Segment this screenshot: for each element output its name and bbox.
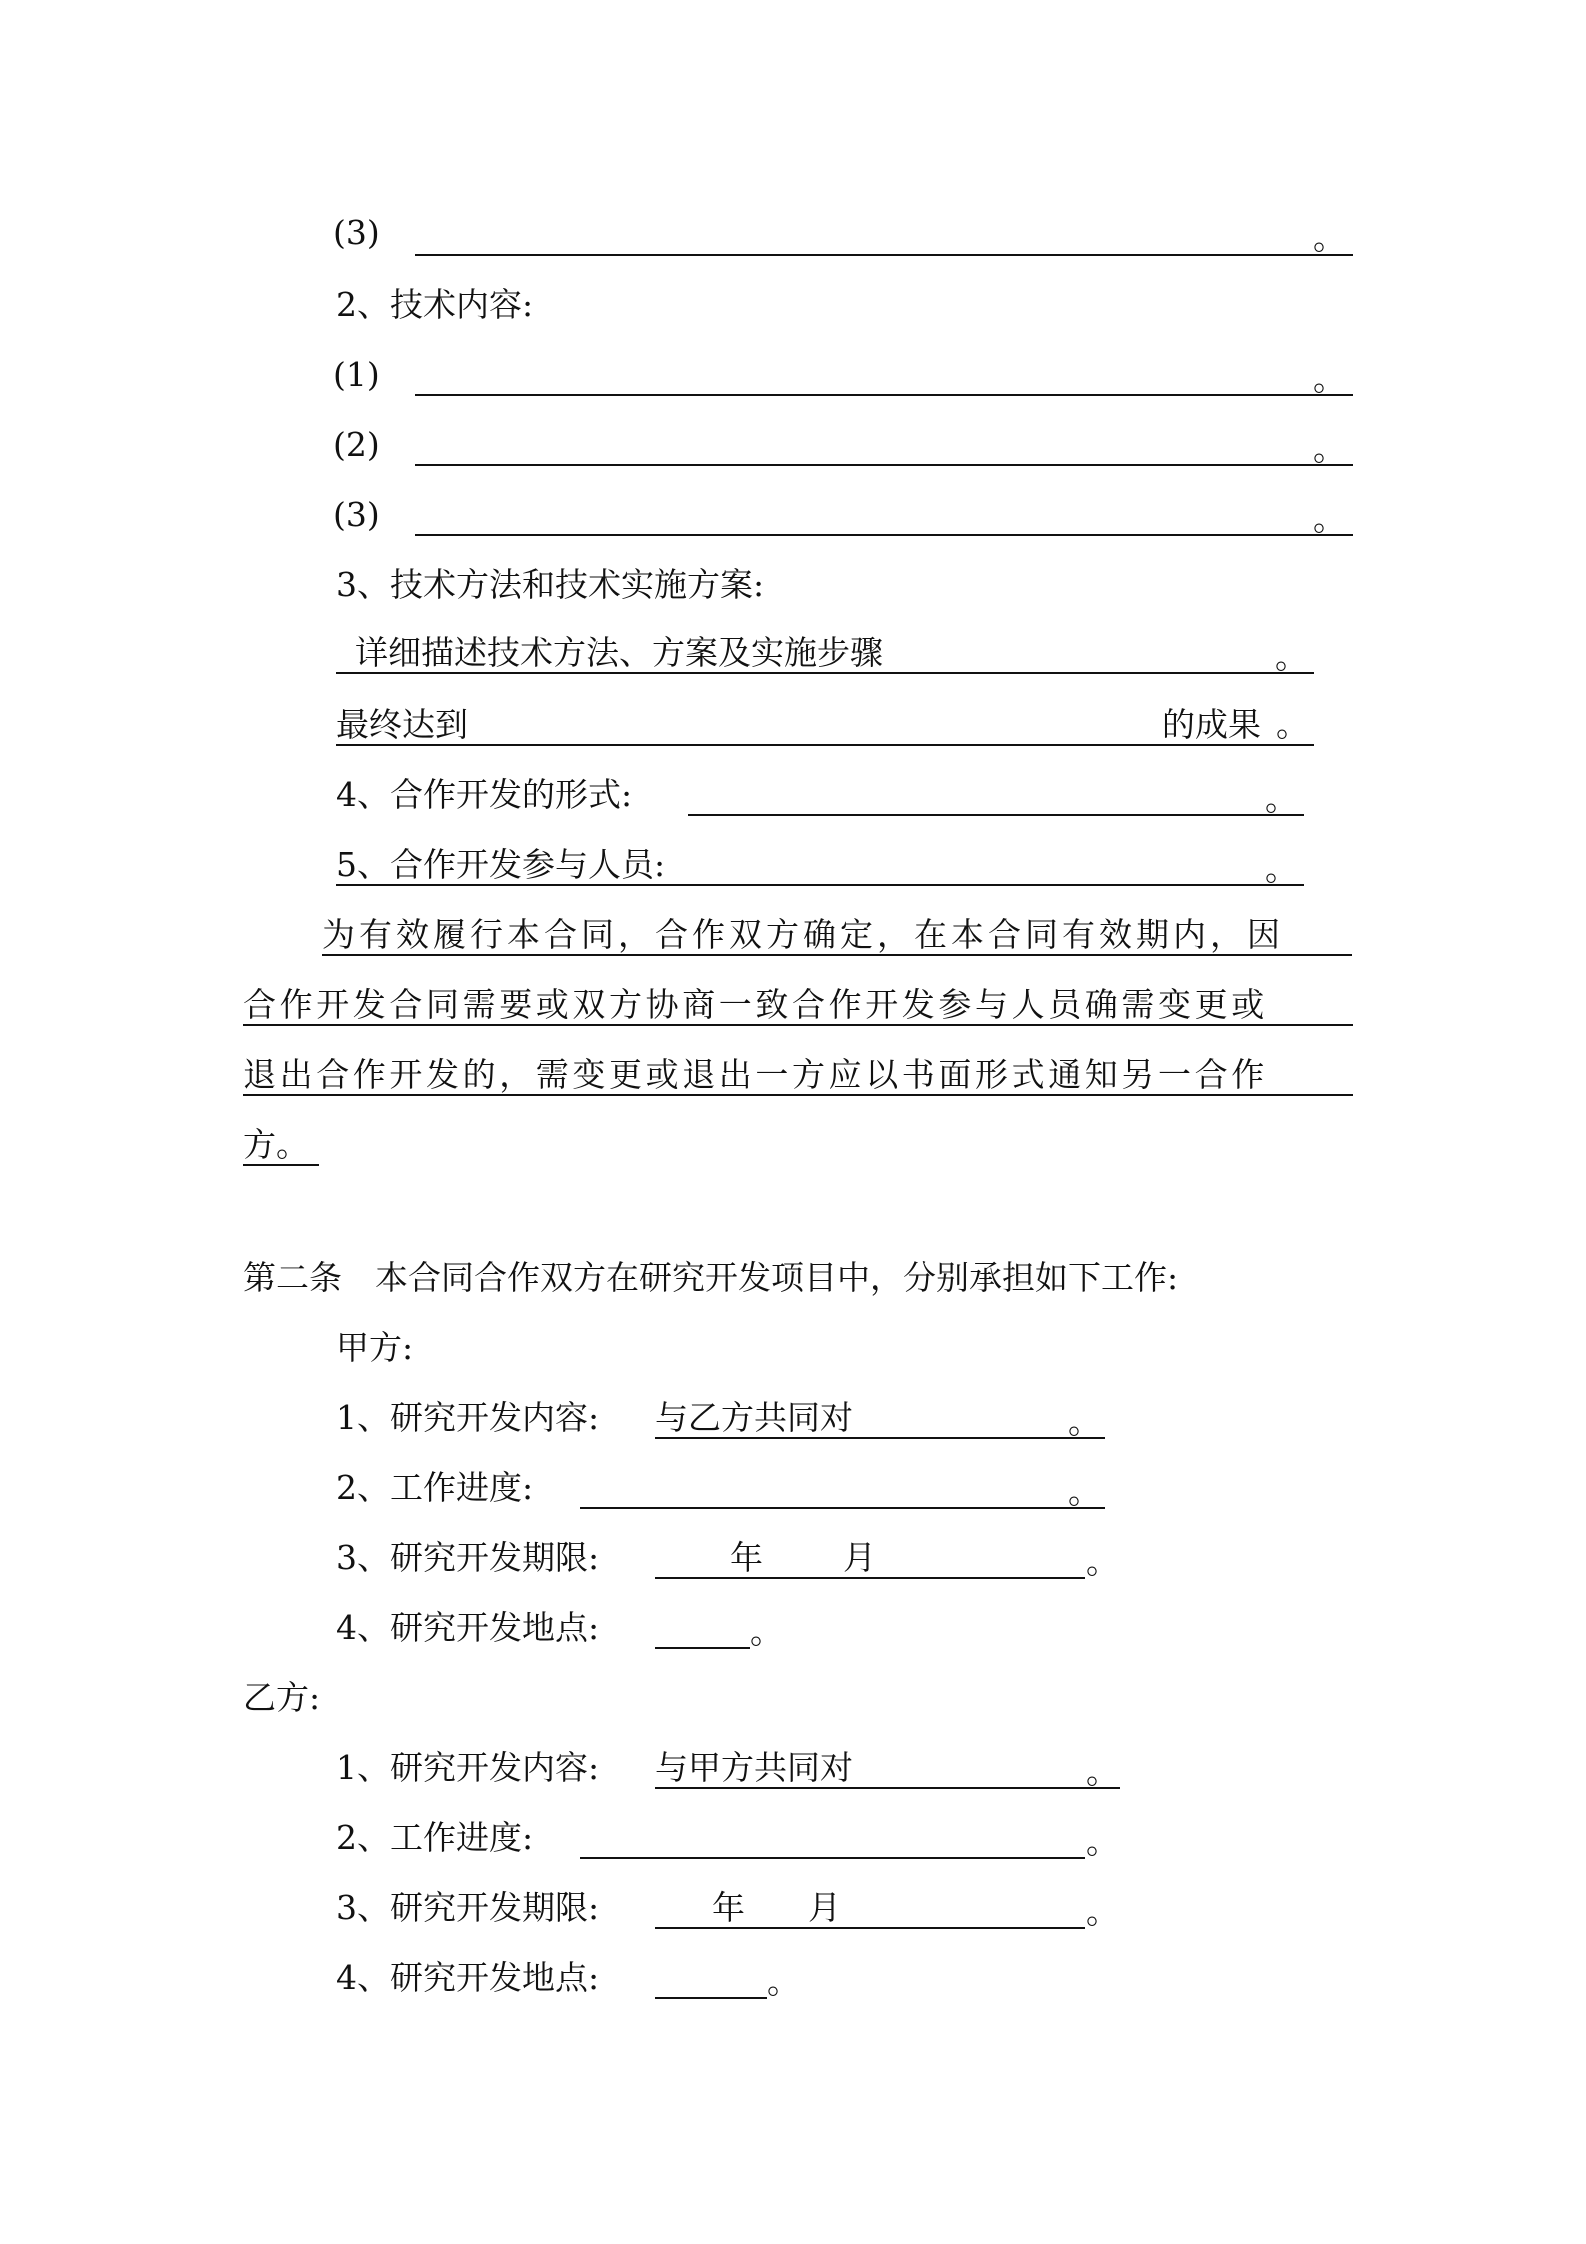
period: 。 <box>1068 1402 1101 1441</box>
party-b-year: 年 <box>712 1888 745 1927</box>
blank-a-place[interactable] <box>655 1647 750 1649</box>
paragraph-underline-3 <box>243 1094 1353 1096</box>
final-suffix: 的成果 <box>1162 705 1261 744</box>
item-3-top: (3) <box>333 213 380 252</box>
party-b-content-label: 1、研究开发内容: <box>336 1748 600 1787</box>
blank-b-period[interactable] <box>655 1927 1085 1929</box>
party-a-year: 年 <box>730 1538 763 1577</box>
period: 。 <box>1276 705 1309 744</box>
period: 。 <box>1068 1472 1101 1511</box>
method-description: 详细描述技术方法、方案及实施步骤 <box>355 633 883 672</box>
tc-item-1: (1) <box>333 355 380 394</box>
period: 。 <box>1275 637 1308 676</box>
tc-item-3: (3) <box>333 495 380 534</box>
blank-tc-2[interactable] <box>415 464 1353 466</box>
period: 。 <box>1265 779 1298 818</box>
tc-item-2: (2) <box>333 425 380 464</box>
blank-final[interactable] <box>336 744 1314 746</box>
party-b-progress-label: 2、工作进度: <box>336 1818 534 1857</box>
final-prefix: 最终达到 <box>336 705 468 744</box>
blank-a-period[interactable] <box>655 1577 1085 1579</box>
heading-technical-content: 2、技术内容: <box>336 285 534 324</box>
blank-method[interactable] <box>336 672 1314 674</box>
period: 。 <box>767 1962 800 2001</box>
blank-a-content[interactable] <box>655 1437 1105 1439</box>
party-a-label: 甲方: <box>336 1328 414 1367</box>
paragraph-underline-1 <box>322 954 1352 956</box>
blank-b-content[interactable] <box>655 1787 1120 1789</box>
period: 。 <box>1265 849 1298 888</box>
blank-personnel[interactable] <box>336 884 1304 886</box>
blank-3-top[interactable] <box>415 254 1353 256</box>
paragraph-line-1: 为有效履行本合同，合作双方确定，在本合同有效期内，因 <box>322 915 1284 954</box>
paragraph-line-4: 方。 <box>243 1125 309 1164</box>
period: 。 <box>1086 1542 1119 1581</box>
blank-a-progress[interactable] <box>580 1507 1105 1509</box>
blank-tc-1[interactable] <box>415 394 1353 396</box>
period: 。 <box>1086 1892 1119 1931</box>
period: 。 <box>1086 1822 1119 1861</box>
party-b-label: 乙方: <box>243 1678 321 1717</box>
paragraph-line-2: 合作开发合同需要或双方协商一致合作开发参与人员确需变更或 <box>243 985 1268 1024</box>
blank-b-progress[interactable] <box>580 1857 1085 1859</box>
period: 。 <box>1313 218 1346 257</box>
party-a-month: 月 <box>843 1538 876 1577</box>
heading-form: 4、合作开发的形式: <box>336 775 633 814</box>
party-a-progress-label: 2、工作进度: <box>336 1468 534 1507</box>
party-a-content-label: 1、研究开发内容: <box>336 1398 600 1437</box>
blank-b-place[interactable] <box>655 1997 767 1999</box>
blank-tc-3[interactable] <box>415 534 1353 536</box>
party-a-content-fill: 与乙方共同对 <box>655 1398 853 1437</box>
period: 。 <box>1086 1752 1119 1791</box>
blank-form[interactable] <box>688 814 1304 816</box>
period: 。 <box>750 1612 783 1651</box>
paragraph-underline-2 <box>243 1024 1353 1026</box>
party-a-place-label: 4、研究开发地点: <box>336 1608 600 1647</box>
heading-technical-method: 3、技术方法和技术实施方案: <box>336 565 765 604</box>
article-2-title: 第二条 本合同合作双方在研究开发项目中，分别承担如下工作: <box>243 1258 1179 1297</box>
party-b-place-label: 4、研究开发地点: <box>336 1958 600 1997</box>
party-b-content-fill: 与甲方共同对 <box>655 1748 853 1787</box>
period: 。 <box>1313 359 1346 398</box>
paragraph-line-3: 退出合作开发的，需变更或退出一方应以书面形式通知另一合作 <box>243 1055 1268 1094</box>
party-b-period-label: 3、研究开发期限: <box>336 1888 600 1927</box>
heading-personnel: 5、合作开发参与人员: <box>336 845 666 884</box>
period: 。 <box>1313 429 1346 468</box>
period: 。 <box>1313 499 1346 538</box>
party-a-period-label: 3、研究开发期限: <box>336 1538 600 1577</box>
paragraph-underline-4 <box>243 1164 319 1166</box>
party-b-month: 月 <box>808 1888 841 1927</box>
